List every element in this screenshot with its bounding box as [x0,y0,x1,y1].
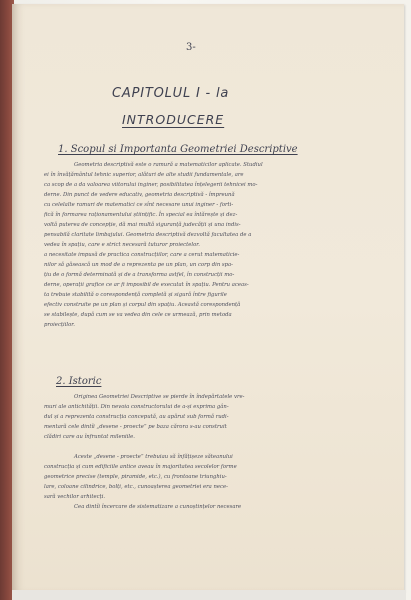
text-line: geometrice precise (temple, piramide, etc.), cu frontoane triunghiu- [44,474,227,480]
text-line: a necesitate impusă de practica construcțiilor, care a cerut matematicie- [44,252,240,258]
text-line: nilor să găsească un mod de a reprezenta pe un plan, un corp din spa- [44,262,233,268]
text-line: mentară cele dintîi „desene - proecte” pe baza cărora s-au construit [44,424,227,430]
text-line: pensabilă claritate limbajului. Geometria descriptivă dezvoltă facultatea de a [44,232,252,238]
section2-paragraph-2 [44,452,384,502]
section-heading-history: 2. Istoric [56,376,102,387]
text-line: derne. Din punct de vedere educativ, geometria descriptivă - împreună [44,192,235,198]
text-line: ca scop de a da valoarea viitorului inginer, posibilitatea înțelegerii tehnicei mo- [44,182,258,188]
text-line: cu celelalte ramuri de matematici ce sînt necesare unui inginer - forti- [44,202,234,208]
text-line: sară vechilor arhitecți. [44,494,106,500]
text-line: efectiv construite pe un plan și corpul din spațiu. Această corespondență [44,302,241,308]
text-line: muri ale antichității. Din nevoia constructorului de a-și exprima gân- [44,404,229,410]
section1-paragraph [44,160,384,330]
text-line: clădiri care au înfruntat mileniile. [44,434,135,440]
text-line: derne, operații grafice ce ar fi imposibil de executat în spațiu. Pentru aceas- [44,282,249,288]
text-line: fică în formarea raționamentului științific. În special ea întărește și dez- [44,212,238,218]
text-line: construcția și cum edificiile antice aveau în majoritatea secolelor forme [44,464,237,470]
text-line: Geometria descriptivă este o ramură a matematicilor aplicate. Studiul [74,162,263,168]
page-bottom-margin [12,590,406,600]
text-line: Aceste „desene - proecte” trebuiau să înfățișeze săteanului [74,454,233,460]
text-line: se stabilește, după cum se va vedea din cele ce urmează, prin metoda [44,312,232,318]
text-line: Cea dintîi încercare de sistematizare a cunoștințelor necesare [74,504,242,510]
text-line: țiu de o formă determinată și de a transforma astfel, în construcții mo- [44,272,235,278]
section2-paragraph [44,392,384,442]
text-line: vedea în spațiu, care e strict necesară tuturor proiectelor. [44,242,200,248]
section-heading-purpose: 1. Scopul si Importanta Geometriei Descriptive [58,144,298,155]
text-line: Originea Geometriei Descriptive se pierde în îndepărtatele vre- [74,394,245,400]
page-number: 3- [186,42,196,53]
text-line: lare, coloane cilindrice, bolți, etc., cunoașterea geometriei era nece- [44,484,228,490]
text-line: dul și a reprezenta construcția concepută, au apărut sub formă rudi- [44,414,229,420]
section2-paragraph-3 [44,502,384,512]
text-line: voltă puterea de concepție, dă mai multă siguranță judecății și una indis- [44,222,241,228]
text-line: ta trebuie stabilită o corespondență completă și sigură între figurile [44,292,227,298]
text-line: ei în învățământul tehnic superior, alături de alte studii fundamentale, are [44,172,244,178]
text-line: proiecțiilor. [44,322,75,328]
chapter-subtitle: INTRODUCERE [122,112,225,127]
chapter-title: CAPITOLUL I - la [112,86,230,101]
